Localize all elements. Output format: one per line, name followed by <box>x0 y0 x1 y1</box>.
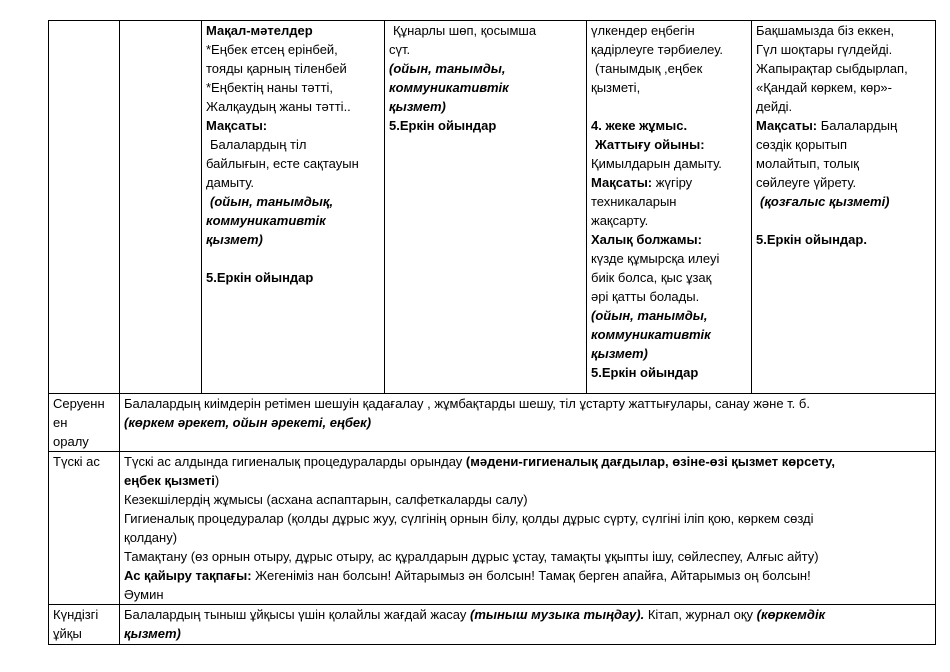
row-label: Түскі ас <box>53 454 100 469</box>
folk-forecast-label: Халық болжамы: <box>591 232 702 247</box>
exercise-game-label: Жаттығу ойыны: <box>595 137 705 152</box>
walk-return-label <box>49 394 120 452</box>
text-line: қадірлеуге тәрбиелеу. <box>591 42 724 57</box>
proverbs-title: Мақал-мәтелдер <box>206 23 313 38</box>
folk-forecast-text: әрі қатты болады. <box>591 289 700 304</box>
goal-label: Мақсаты: <box>206 118 268 133</box>
lunch-row <box>49 452 936 605</box>
lunch-paragraph <box>124 471 931 490</box>
free-games-label: 5.Еркін ойындар <box>206 270 314 285</box>
work-cell <box>587 21 752 394</box>
lunch-text: Түскі ас алдында гигиеналық процедураларды орындау <box>124 454 466 469</box>
proverb-line: Жалқаудың жаны тәтті.. <box>206 99 351 114</box>
nap-row <box>49 605 936 645</box>
poem-line: «Қандай көркем, көр»- <box>756 80 892 95</box>
riddle-line: сүт. <box>389 42 411 57</box>
goal-text: сөйлеуге үйрету. <box>756 175 857 190</box>
hygiene-text: қолдану) <box>124 530 178 545</box>
goal-text: сөздік қорытып <box>756 137 848 152</box>
goal-text: дамыту. <box>206 175 255 190</box>
text-line: (танымдық ,еңбек <box>595 61 703 76</box>
lunch-skills: (мәдени-гигиеналық дағдылар, өзіне-өзі қызмет көрсету, <box>465 454 835 469</box>
row-label: Серуенн <box>53 396 105 411</box>
nap-activity: қызмет) <box>124 626 181 641</box>
row-label: ұйқы <box>53 626 82 641</box>
text-line: үлкендер еңбегін <box>591 23 695 38</box>
poem-line: дейді. <box>756 99 793 114</box>
activity-type: коммуникативтік <box>206 213 326 228</box>
individual-work-label: 4. жеке жұмыс. <box>591 118 688 133</box>
goal-text: байлығын, есте сақтауын <box>206 156 359 171</box>
activity-type: (ойын, танымды, <box>389 61 506 76</box>
riddle-line: Құнарлы шөп, қосымша <box>393 23 537 38</box>
row-label: оралу <box>53 434 89 449</box>
exercise-game-text: Қимылдарын дамыту. <box>591 156 722 171</box>
folk-forecast-text: биік болса, қыс ұзақ <box>591 270 712 285</box>
activity-type: (ойын, танымдық, <box>210 194 334 209</box>
walk-return-content <box>120 394 936 452</box>
activity-type: коммуникативтік <box>389 80 509 95</box>
proverb-line: тояды қарның тіленбей <box>206 61 347 76</box>
activity-type: қызмет) <box>591 346 648 361</box>
nap-activity: (көркемдік <box>756 607 826 622</box>
activity-type: қызмет) <box>206 232 263 247</box>
blessing-line <box>124 566 931 585</box>
activity-type: коммуникативтік <box>591 327 711 342</box>
poem-line: Гүл шоқтары гүлдейді. <box>756 42 893 57</box>
nap-label <box>49 605 120 645</box>
lunch-text: ) <box>214 473 220 488</box>
lunch-label <box>49 452 120 605</box>
row-label: Күндізгі <box>53 607 99 622</box>
goal-label: Мақсаты: <box>756 118 818 133</box>
free-games-label: 5.Еркін ойындар. <box>756 232 867 247</box>
nap-text: Кітап, журнал оқу <box>644 607 757 622</box>
goal-text: Балалардың тіл <box>210 137 307 152</box>
walk-return-text: Балалардың киімдерін ретімен шешуін қадағалау , жұмбақтарды шешу, тіл ұстарту жаттығулары, санау және т. б. <box>124 396 810 411</box>
poem-line: Бақшамызда біз еккен, <box>756 23 895 38</box>
goal-text: техникаларын <box>591 194 677 209</box>
amen-text: Әумин <box>124 587 164 602</box>
goal-line <box>756 116 931 135</box>
lunch-skills: еңбек қызметі <box>124 473 215 488</box>
proverb-line: *Еңбек етсең ерінбей, <box>206 42 338 57</box>
schedule-table <box>48 20 936 645</box>
poem-line: Жапырақтар сыбдырлап, <box>756 61 908 76</box>
walk-return-activity: (көркем әрекет, ойын әрекеті, еңбек) <box>124 415 372 430</box>
activity-type: (қозғалыс қызметі) <box>760 194 890 209</box>
free-games-label: 5.Еркін ойындар <box>591 365 699 380</box>
lunch-content <box>120 452 936 605</box>
activity-type: (ойын, танымды, <box>591 308 708 323</box>
blessing-text: Жегеніміз нан болсын! Айтарымыз ән болсын! Тамақ берген апайға, Айтарымыз оң болсын! <box>251 568 811 583</box>
goal-text: молайтып, толық <box>756 156 859 171</box>
proverbs-cell <box>202 21 385 394</box>
goal-label: Мақсаты: <box>591 175 653 190</box>
activity-type: қызмет) <box>389 99 446 114</box>
blessing-label: Ас қайыру тақпағы: <box>124 568 252 583</box>
text-line: қызметі, <box>591 80 641 95</box>
poem-cell <box>752 21 936 394</box>
folk-forecast-text: күзде құмырсқа илеуі <box>591 251 720 266</box>
hygiene-text: Гигиеналық процедуралар (қолды дұрыс жуу, сүлгінің орнын білу, қолды дұрыс сүрту, сүлгіні іліп қою, көркем сөзді <box>124 511 814 526</box>
proverb-line: *Еңбектің наны тәтті, <box>206 80 334 95</box>
nap-paragraph <box>124 605 931 624</box>
goal-text: жүгіру <box>652 175 693 190</box>
riddle-cell <box>385 21 587 394</box>
row-label: ен <box>53 415 68 430</box>
empty-label-cell <box>49 21 120 394</box>
nap-content <box>120 605 936 645</box>
goal-text: Балалардың <box>817 118 898 133</box>
goal-line <box>591 173 747 192</box>
activities-row <box>49 21 936 394</box>
empty-cell <box>120 21 202 394</box>
goal-text: жақсарту. <box>591 213 649 228</box>
eating-text: Тамақтану (өз орнын отыру, дұрыс отыру, ас құралдарын дұрыс ұстау, тамақты ұқыпты ішу, сөйлеспеу, Алғыс айту) <box>124 549 819 564</box>
lunch-paragraph <box>124 452 931 471</box>
free-games-label: 5.Еркін ойындар <box>389 118 497 133</box>
nap-activity: (тыныш музыка тыңдау). <box>470 607 645 622</box>
duty-text: Кезекшілердің жұмысы (асхана аспаптарын, салфеткаларды салу) <box>124 492 528 507</box>
walk-return-row <box>49 394 936 452</box>
nap-text: Балалардың тыныш ұйқысы үшін қолайлы жағдай жасау <box>124 607 470 622</box>
